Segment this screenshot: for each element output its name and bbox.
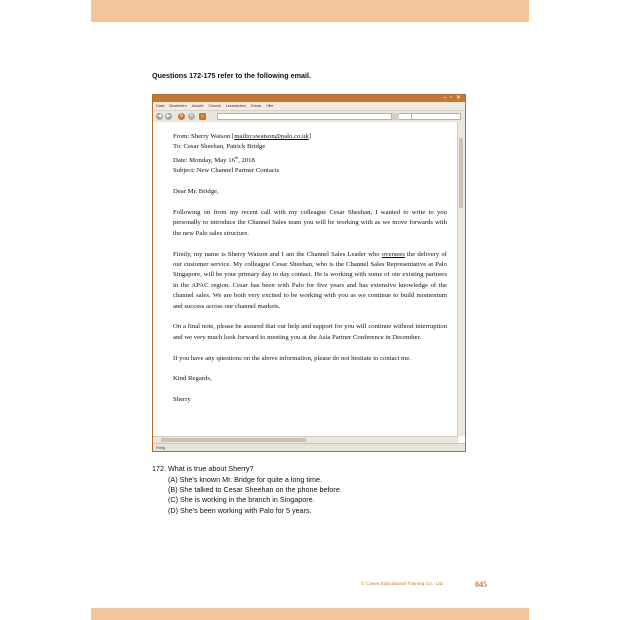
- browser-window: [152, 94, 466, 452]
- question-set-heading: Questions 172-175 refer to the following email.: [152, 71, 311, 80]
- menu-item-lesezeichen[interactable]: Lesezeichen: [225, 104, 246, 108]
- back-icon[interactable]: ◀: [157, 113, 162, 119]
- horizontal-scroll-thumb[interactable]: [161, 438, 306, 442]
- menu-item-extras[interactable]: Extras: [250, 104, 262, 108]
- option-c[interactable]: (C) She is working in the branch in Singapore.: [168, 495, 315, 505]
- window-controls[interactable]: – ▫ ✕: [443, 95, 462, 101]
- email-from: From: Sherry Watson [mailto:swatson@palo.co.uk]: [173, 133, 311, 140]
- email-viewport: [153, 122, 458, 436]
- publisher-credit: © Caves Educational Training Co., Ltd.: [361, 582, 444, 587]
- browser-titlebar: [153, 95, 465, 102]
- address-go-button[interactable]: [391, 113, 399, 120]
- reload-icon[interactable]: ↻: [179, 113, 184, 119]
- vertical-scroll-thumb[interactable]: [459, 138, 463, 208]
- forward-icon[interactable]: ▶: [166, 113, 171, 119]
- email-paragraph-2: Firstly, my name is Sherry Watson and I am the Channel Sales Leader who oversees the delivery of our customer service. My colleague Cesar Sheehan, who is the Channel Sales Representative at Palo Singapore, will be your primary day to day contact. He is working with some of our existing partners in the APAC region. Cesar has been with Palo for five years and has extensive knowledge of the channel sales. We are both very excited to be working with you as we continue to build momentum and success across our channel markets.: [173, 250, 447, 310]
- option-a[interactable]: (A) She's known Mr. Bridge for quite a long time.: [168, 474, 322, 484]
- email-signature: Sherry: [173, 396, 191, 404]
- top-band: [91, 0, 529, 22]
- stop-icon[interactable]: ✕: [189, 113, 194, 119]
- browser-menubar: [153, 102, 465, 111]
- email-paragraph-4: If you have any questions on the above information, please do not hesitate to contact me.: [173, 354, 411, 362]
- email-body: [173, 132, 447, 416]
- email-subject: Subject: New Channel Partner Contacts: [173, 167, 280, 175]
- email-paragraph-1: Following on from my recent call with my colleague Cesar Sheehan, I wanted to write to you personally to introduce the Channel Sales team you will be working with as we move forwards with the new Palo sales structure.: [173, 209, 447, 237]
- email-to: To: Cesar Sheehan, Patrick Bridge: [173, 143, 266, 151]
- home-icon[interactable]: ⌂: [200, 113, 205, 119]
- menu-item-datei[interactable]: Datei: [156, 104, 165, 108]
- page-number: 045: [475, 580, 487, 589]
- menu-item-hilfe[interactable]: Hilfe: [266, 104, 274, 108]
- email-closing: Kind Regards,: [173, 375, 212, 383]
- search-box[interactable]: [411, 113, 461, 120]
- email-date: Date: Monday, May 16th, 2018: [173, 154, 255, 165]
- option-d[interactable]: (D) She's been working with Palo for 5 years.: [168, 505, 312, 515]
- menu-item-ansicht[interactable]: Ansicht: [191, 104, 204, 108]
- browser-statusbar: Fertig: [153, 443, 465, 451]
- vertical-scrollbar[interactable]: [457, 122, 465, 436]
- option-b[interactable]: (B) She talked to Cesar Sheehan on the phone before.: [168, 484, 342, 494]
- bottom-band: [91, 608, 529, 620]
- menu-item-bearbeiten[interactable]: Bearbeiten: [169, 104, 187, 108]
- answer-options: [168, 475, 342, 517]
- question-text: 172. What is true about Sherry?: [152, 464, 254, 473]
- menu-item-chronik[interactable]: Chronik: [208, 104, 221, 108]
- email-paragraph-3: On a final note, please be assured that our help and support for you will continue without interruption and we very much look forward to meeting you at the Asia Partner Conference in December.: [173, 323, 447, 341]
- email-from-link[interactable]: mailto:swatson@palo.co.uk: [234, 133, 309, 140]
- email-greeting: Dear Mr. Bridge,: [173, 188, 219, 196]
